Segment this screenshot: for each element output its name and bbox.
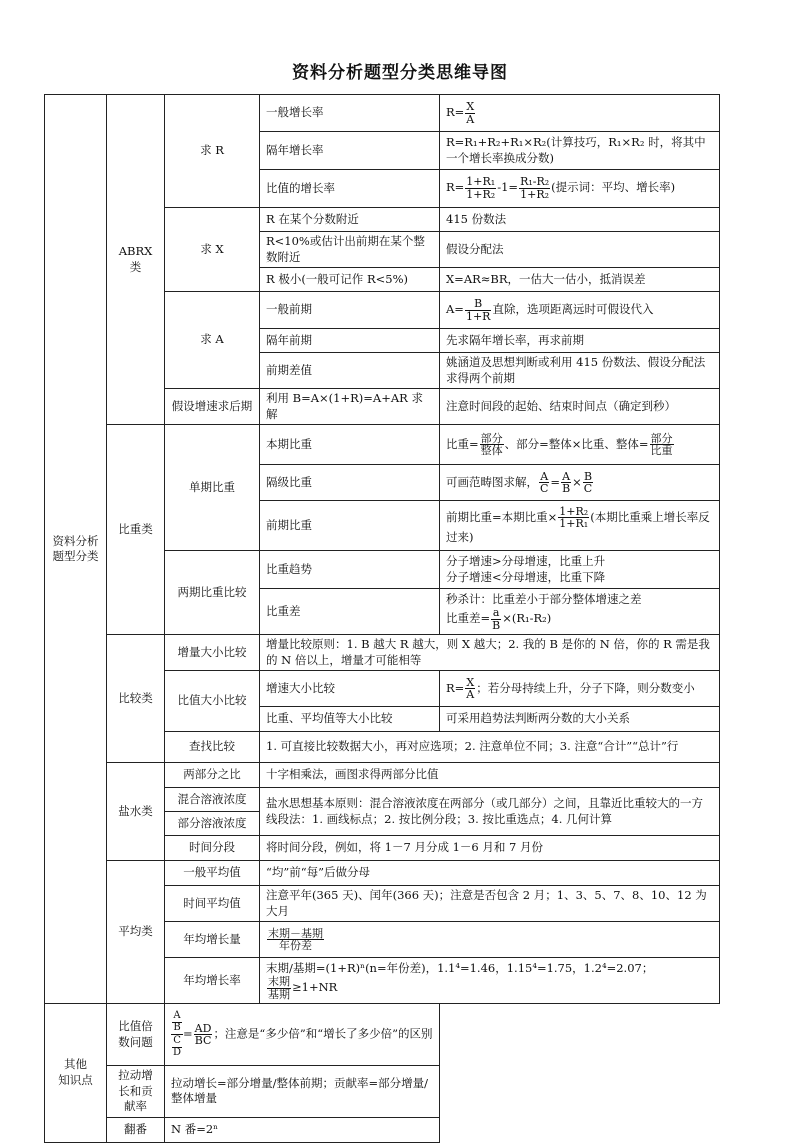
row-desc: 姚涵道及思想判断或利用 415 份数法、假设分配法求得两个前期: [440, 353, 720, 389]
row-desc: 可画范畴图求解， $\frac{A}{C}$ = $\frac{A}{B}$ × $\frac{B}{C}$: [440, 465, 720, 501]
row-name: 时间平均值: [165, 886, 260, 922]
two-period-group: 两期比重比较: [165, 551, 260, 635]
row-desc: 增量比较原则：1. B 越大 R 越大，则 X 越大；2. 我的 B 是你的 N 倍，你的 R 需是我的 N 倍以上，增量才可能相等: [260, 635, 720, 671]
row-desc: $\frac{\frac{A}{B}}{\frac{C}{D}}$ = $\frac{AD}{BC}$ ；注意是“多少倍”和“增长了多少倍”的区别: [165, 1004, 440, 1066]
row-desc: 末期/基期=(1+R)ⁿ(n=年份差)，1.1⁴=1.46，1.15⁴=1.75，1.2⁴=2.07； $\frac{\text{末期}}{\text{基期}}$ ≥1+NR: [260, 958, 720, 1004]
row-name: 隔年增长率: [260, 132, 440, 170]
row-desc: 注意平年(365 天)、闰年(366 天)；注意是否包含 2 月；1、3、5、7、8、10、12 为大月: [260, 886, 720, 922]
row-name: R 极小(一般可记作 R<5%): [260, 268, 440, 292]
qiu-x-group: 求 X: [165, 208, 260, 292]
later-group: 假设增速求后期: [165, 389, 260, 425]
row-desc: 将时间分段，例如，将 1－7 月分成 1－6 月和 7 月份: [260, 836, 720, 861]
row-name: 混合溶液浓度: [165, 788, 260, 812]
row-name: 前期差值: [260, 353, 440, 389]
row-desc: 415 份数法: [440, 208, 720, 232]
row-name: 比值的增长率: [260, 170, 440, 208]
row-desc: 可采用趋势法判断两分数的大小关系: [440, 707, 720, 732]
proportion-category: 比重类: [107, 425, 165, 635]
root-category: 资料分析题型分类: [45, 95, 107, 1004]
row-name: 两部分之比: [165, 763, 260, 788]
page-title: 资料分析题型分类思维导图: [292, 63, 508, 83]
salt-category: 盐水类: [107, 763, 165, 861]
average-category: 平均类: [107, 861, 165, 1004]
single-period-group: 单期比重: [165, 425, 260, 551]
row-desc: 先求隔年增长率，再求前期: [440, 329, 720, 353]
row-name: 年均增长率: [165, 958, 260, 1004]
row-desc: 假设分配法: [440, 232, 720, 268]
row-desc: 1. 可直接比较数据大小，再对应选项；2. 注意单位不同；3. 注意“合计”“总计”行: [260, 732, 720, 763]
row-desc: 盐水思想基本原则：混合溶液浓度在两部分（或几部分）之间，且靠近比重较大的一方线段法：1. 画线标点；2. 按比例分段；3. 按比重选点；4. 几何计算: [260, 788, 720, 836]
row-desc: N 番=2ⁿ: [165, 1117, 440, 1142]
row-name: 利用 B=A×(1+R)=A+AR 求解: [260, 389, 440, 425]
row-desc: R=R₁+R₂+R₁×R₂(计算技巧，R₁×R₂ 时，将其中一个增长率换成分数): [440, 132, 720, 170]
row-name: 本期比重: [260, 425, 440, 465]
qiu-a-group: 求 A: [165, 292, 260, 389]
row-desc: 注意时间段的起始、结束时间点（确定到秒）: [440, 389, 720, 425]
row-name: 比重差: [260, 589, 440, 635]
row-desc: 十字相乘法，画图求得两部分比值: [260, 763, 720, 788]
row-name: 比重趋势: [260, 551, 440, 589]
row-name: 比值倍数问题: [107, 1004, 165, 1066]
row-name: 隔年前期: [260, 329, 440, 353]
row-name: 部分溶液浓度: [165, 812, 260, 836]
other-category: 其他 知识点: [45, 1004, 107, 1143]
row-desc: 秒杀计：比重差小于部分整体增速之差 比重差= $\frac{a}{B}$ ×(R₁-R₂): [440, 589, 720, 635]
row-name: 一般前期: [260, 292, 440, 329]
row-name: 隔级比重: [260, 465, 440, 501]
nested-fraction: $\frac{\frac{A}{B}}{\frac{C}{D}}$: [173, 1010, 182, 1058]
compare-category: 比较类: [107, 635, 165, 763]
row-name: 一般平均值: [165, 861, 260, 886]
row-desc: $\frac{\text{末期－基期}}{\text{年份差}}$: [260, 922, 720, 958]
abrx-category: ABRX类: [107, 95, 165, 425]
row-desc: 前期比重=本期比重× $\frac{\text{1+R₂}}{\text{1+R₁}}$ (本期比重乘上增长率反过来): [440, 501, 720, 551]
mind-map-table: [44, 94, 720, 1143]
find-group: 查找比较: [165, 732, 260, 763]
row-name: 比重、平均值等大小比较: [260, 707, 440, 732]
row-name: R 在某个分数附近: [260, 208, 440, 232]
row-name: 前期比重: [260, 501, 440, 551]
row-name: 增速大小比较: [260, 671, 440, 707]
row-name: 拉动增长和贡献率: [107, 1066, 165, 1118]
row-name: 时间分段: [165, 836, 260, 861]
row-desc: 拉动增长=部分增量/整体前期；贡献率=部分增量/整体增量: [165, 1066, 440, 1118]
row-desc: R= $\frac{X}{A}$ ；若分母持续上升，分子下降，则分数变小: [440, 671, 720, 707]
ratio-group: 比值大小比较: [165, 671, 260, 732]
row-name: 翻番: [107, 1117, 165, 1142]
row-desc: 比重= $\frac{\text{部分}}{\text{整体}}$ 、部分=整体×比重、整体= $\frac{\text{部分}}{\text{比重}}$: [440, 425, 720, 465]
row-desc: 分子增速>分母增速，比重上升 分子增速<分母增速，比重下降: [440, 551, 720, 589]
row-name: 年均增长量: [165, 922, 260, 958]
row-desc: R= $\frac{X}{A}$: [440, 95, 720, 132]
row-desc: R= $\frac{\text{1+R₁}}{\text{1+R₂}}$ -1= $\frac{\text{R₁-R₂}}{\text{1+R₂}}$ (提示词：平均、增长率): [440, 170, 720, 208]
row-desc: A= $\frac{B}{1+R}$ 直除，选项距离远时可假设代入: [440, 292, 720, 329]
row-name: 一般增长率: [260, 95, 440, 132]
increment-group: 增量大小比较: [165, 635, 260, 671]
qiu-r-group: 求 R: [165, 95, 260, 208]
row-name: R<10%或估计出前期在某个整数附近: [260, 232, 440, 268]
row-desc: X=AR≈BR，一估大一估小，抵消误差: [440, 268, 720, 292]
row-desc: “均”前“每”后做分母: [260, 861, 720, 886]
